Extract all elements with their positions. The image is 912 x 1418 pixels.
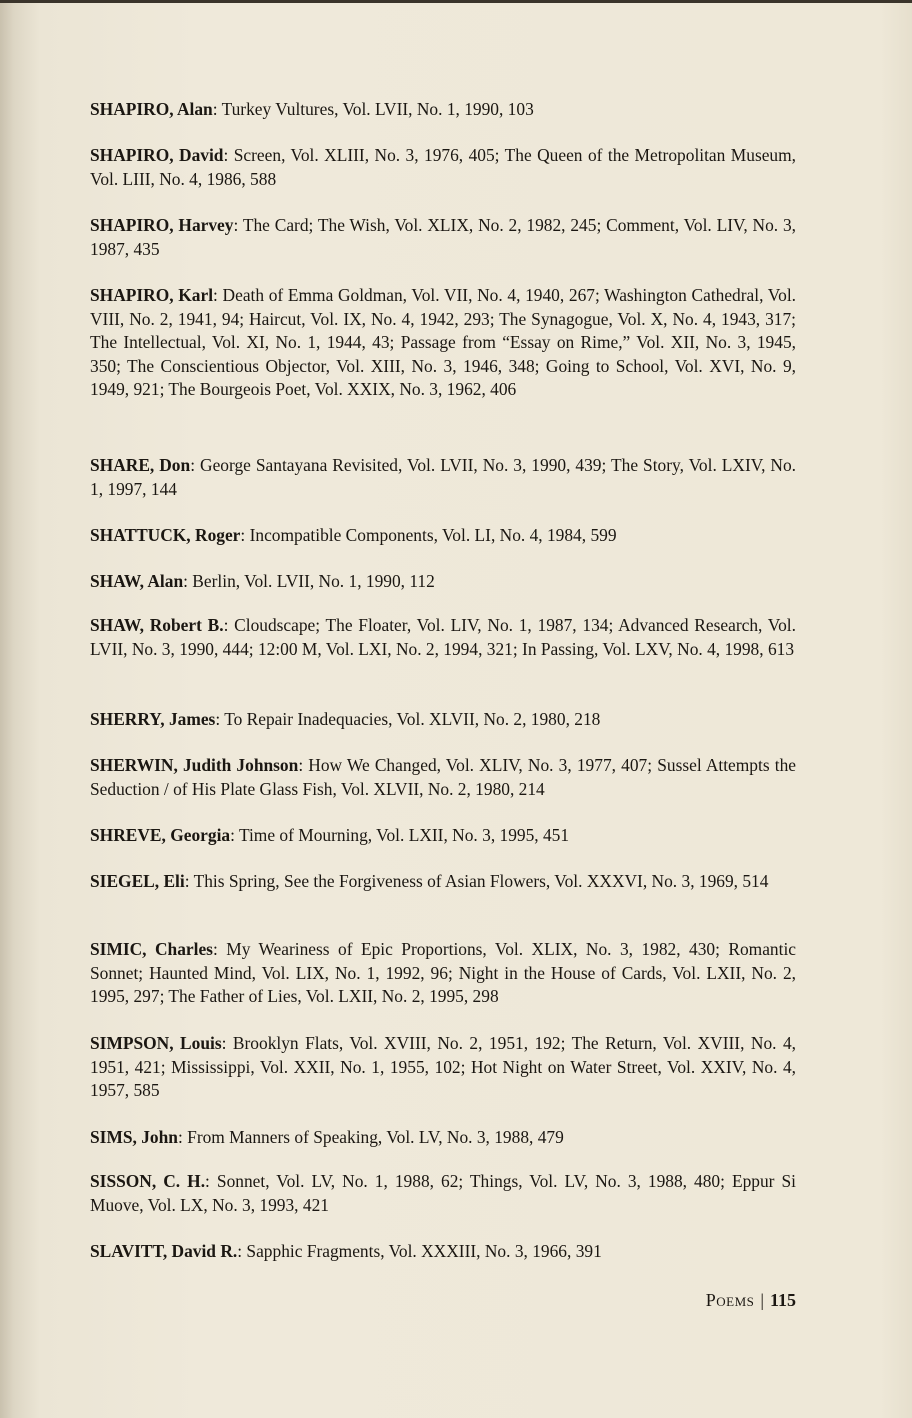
top-edge xyxy=(0,0,912,3)
author-name: SIMS, John xyxy=(90,1127,178,1147)
page-number: 115 xyxy=(769,1290,796,1310)
index-entry xyxy=(90,1240,796,1264)
author-name: SHARE, Don xyxy=(90,455,191,475)
index-entry xyxy=(90,708,796,732)
section-title: Poems xyxy=(705,1290,755,1310)
index-entry xyxy=(90,870,796,894)
entry-text: : Cloudscape; The Floater, Vol. LIV, No. 1, 1987, 134; Advanced Research, Vol. LVII, No. 3, 1990, 444; 12:00 M, Vol. LXI, No. 2, 1994, 321; In Passing, Vol. LXV, No. 4, 1998, 613 xyxy=(90,615,796,659)
index-entry xyxy=(90,614,796,661)
index-entry xyxy=(90,524,796,548)
author-name: SHERRY, James xyxy=(90,709,216,729)
index-entry xyxy=(90,214,796,261)
index-entry xyxy=(90,1032,796,1103)
entry-text: : Sonnet, Vol. LV, No. 1, 1988, 62; Things, Vol. LV, No. 3, 1988, 480; Eppur Si Muove, Vol. LX, No. 3, 1993, 421 xyxy=(90,1171,796,1215)
author-name: SIMIC, Charles xyxy=(90,939,213,959)
index-entry xyxy=(90,938,796,1009)
entry-text: : Berlin, Vol. LVII, No. 1, 1990, 112 xyxy=(183,571,435,591)
author-name: SHATTUCK, Roger xyxy=(90,525,241,545)
author-name: SLAVITT, David R. xyxy=(90,1241,238,1261)
author-name: SIMPSON, Louis xyxy=(90,1033,222,1053)
entry-text: : This Spring, See the Forgiveness of Asian Flowers, Vol. XXXVI, No. 3, 1969, 514 xyxy=(184,871,769,891)
author-name: SHREVE, Georgia xyxy=(90,825,231,845)
entry-text: : Brooklyn Flats, Vol. XVIII, No. 2, 1951, 192; The Return, Vol. XVIII, No. 4, 1951, 421; Mississippi, Vol. XXII, No. 1, 1955, 102; Hot Night on Water Street, Vol. XXIV, No. 4, 1957, 585 xyxy=(90,1033,796,1101)
index-entry xyxy=(90,98,796,122)
entry-text: : Screen, Vol. XLIII, No. 3, 1976, 405; The Queen of the Metropolitan Museum, Vol. LIII, No. 4, 1986, 588 xyxy=(90,145,797,189)
page-footer xyxy=(600,1290,796,1311)
entry-text: : To Repair Inadequacies, Vol. XLVII, No. 2, 1980, 218 xyxy=(215,709,601,729)
index-entry xyxy=(90,454,796,501)
index-entry xyxy=(90,144,796,191)
index-entry xyxy=(90,1170,796,1217)
entry-text: : The Card; The Wish, Vol. XLIX, No. 2, 1982, 245; Comment, Vol. LIV, No. 3, 1987, 435 xyxy=(90,215,797,259)
index-entry xyxy=(90,754,796,801)
author-name: SISSON, C. H. xyxy=(90,1171,206,1191)
entry-text: : Incompatible Components, Vol. LI, No. 4, 1984, 599 xyxy=(240,525,617,545)
author-name: SHAPIRO, David xyxy=(90,145,224,165)
footer-separator: | xyxy=(760,1290,764,1310)
entry-text: : George Santayana Revisited, Vol. LVII, No. 3, 1990, 439; The Story, Vol. LXIV, No. 1, 1997, 144 xyxy=(90,455,797,499)
entry-text: : Time of Mourning, Vol. LXII, No. 3, 1995, 451 xyxy=(230,825,570,845)
index-entry xyxy=(90,284,796,402)
author-name: SHAW, Alan xyxy=(90,571,184,591)
index-entry xyxy=(90,824,796,848)
author-name: SHERWIN, Judith Johnson xyxy=(90,755,299,775)
entry-text: : From Manners of Speaking, Vol. LV, No. 3, 1988, 479 xyxy=(177,1127,564,1147)
author-name: SHAW, Robert B. xyxy=(90,615,224,635)
index-entry xyxy=(90,570,796,594)
author-name: SIEGEL, Eli xyxy=(90,871,185,891)
entry-text: : Sapphic Fragments, Vol. XXXIII, No. 3, 1966, 391 xyxy=(237,1241,602,1261)
author-name: SHAPIRO, Karl xyxy=(90,285,214,305)
author-name: SHAPIRO, Alan xyxy=(90,99,213,119)
entry-text: : Turkey Vultures, Vol. LVII, No. 1, 1990, 103 xyxy=(212,99,534,119)
entry-text: : My Weariness of Epic Proportions, Vol. XLIX, No. 3, 1982, 430; Romantic Sonnet; Haunted Mind, Vol. LIX, No. 1, 1992, 96; Night in the House of Cards, Vol. LXII, No. 2, 1995, 297; The Father of Lies, Vol. LXII, No. 2, 1995, 298 xyxy=(90,939,797,1007)
index-entry xyxy=(90,1126,796,1150)
entry-text: : Death of Emma Goldman, Vol. VII, No. 4, 1940, 267; Washington Cathedral, Vol. VIII, No. 2, 1941, 94; Haircut, Vol. IX, No. 4, 1942, 293; The Synagogue, Vol. X, No. 4, 1943, 317; The Intellectual, Vol. XI, No. 1, 1944, 43; Passage from “Essay on Rime,” Vol. XII, No. 3, 1945, 350; The Conscientious Objector, Vol. XIII, No. 3, 1946, 348; Going to School, Vol. XVI, No. 9, 1949, 921; The Bourgeois Poet, Vol. XXIX, No. 3, 1962, 406 xyxy=(90,285,796,400)
author-name: SHAPIRO, Harvey xyxy=(90,215,234,235)
entry-text: : How We Changed, Vol. XLIV, No. 3, 1977, 407; Sussel Attempts the Seduction / of His Plate Glass Fish, Vol. XLVII, No. 2, 1980, 214 xyxy=(90,755,796,799)
